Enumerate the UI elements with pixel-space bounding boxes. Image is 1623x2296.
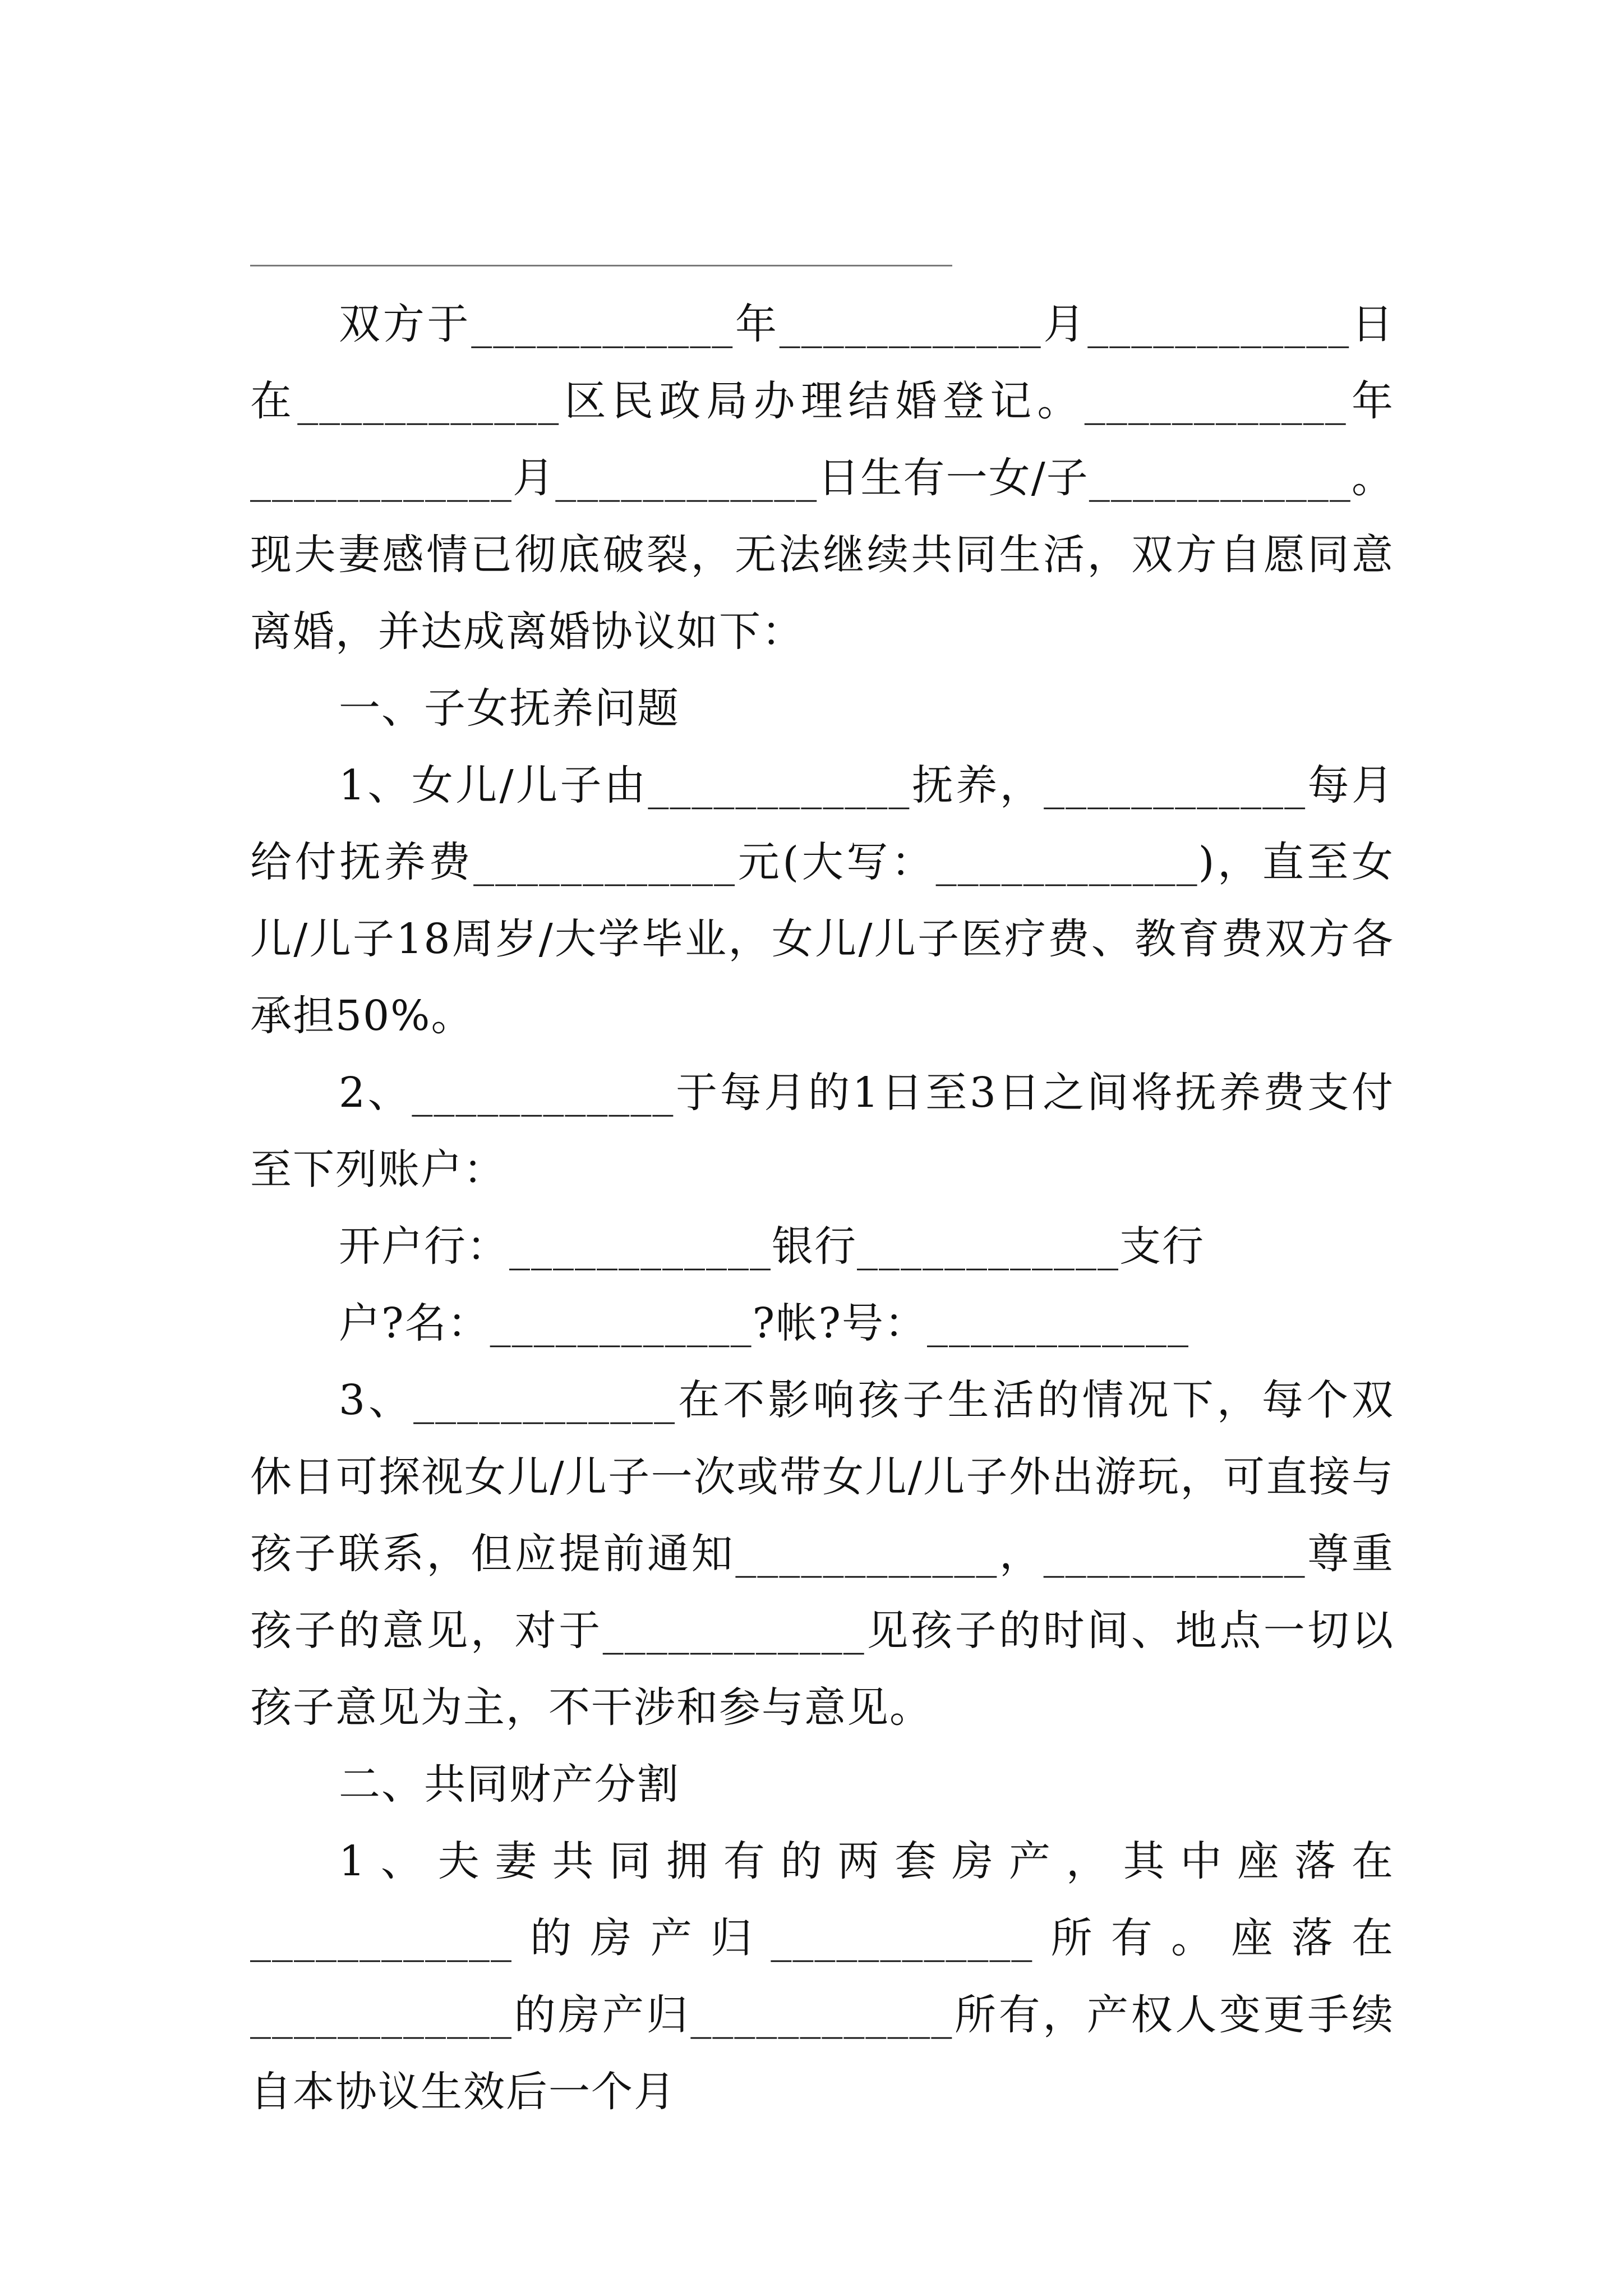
clause-visitation: 3、____________在不影响孩子生活的情况下，每个双休日可探视女儿/儿子一次或带女儿/儿子外出游玩，可直接与孩子联系，但应提前通知____________，____________尊重孩子的意见，对于____________见孩子的时间、地点一切以孩子意见为主，不干涉和参与意见。 bbox=[250, 1376, 1394, 1732]
paragraph-intro: 双方于____________年____________月____________日在____________区民政局办理结婚登记。____________年____________月____________日生有一女/子____________。现夫妻感情已彻底破裂，无法继续共同生活，双方自愿同意离婚，并达成离婚协议如下： bbox=[250, 300, 1394, 656]
section-heading-child-custody: 一、子女抚养问题 bbox=[339, 684, 680, 733]
clause-payment-schedule: 2、____________于每月的1日至3日之间将抚养费支付至下列账户： bbox=[250, 1069, 1394, 1194]
document-body bbox=[250, 286, 1394, 2131]
header-rule bbox=[250, 265, 952, 266]
bank-branch-line: 开户行：____________银行____________支行 bbox=[339, 1222, 1205, 1271]
clause-child-support: 1、女儿/儿子由____________抚养，____________每月给付抚养费____________元(大写：____________)，直至女儿/儿子18周岁/大学毕业，女儿/儿子医疗费、教育费双方各承担50%。 bbox=[250, 761, 1394, 1040]
section-heading-property-division: 二、共同财产分割 bbox=[339, 1760, 680, 1809]
clause-real-estate: 1、夫妻共同拥有的两套房产，其中座落在____________的房产归____________所有。座落在____________的房产归____________所有，产权人变更手续自本协议生效后一个月 bbox=[250, 1837, 1394, 2116]
account-name-number-line: 户?名：____________?帐?号：____________ bbox=[339, 1299, 1190, 1347]
